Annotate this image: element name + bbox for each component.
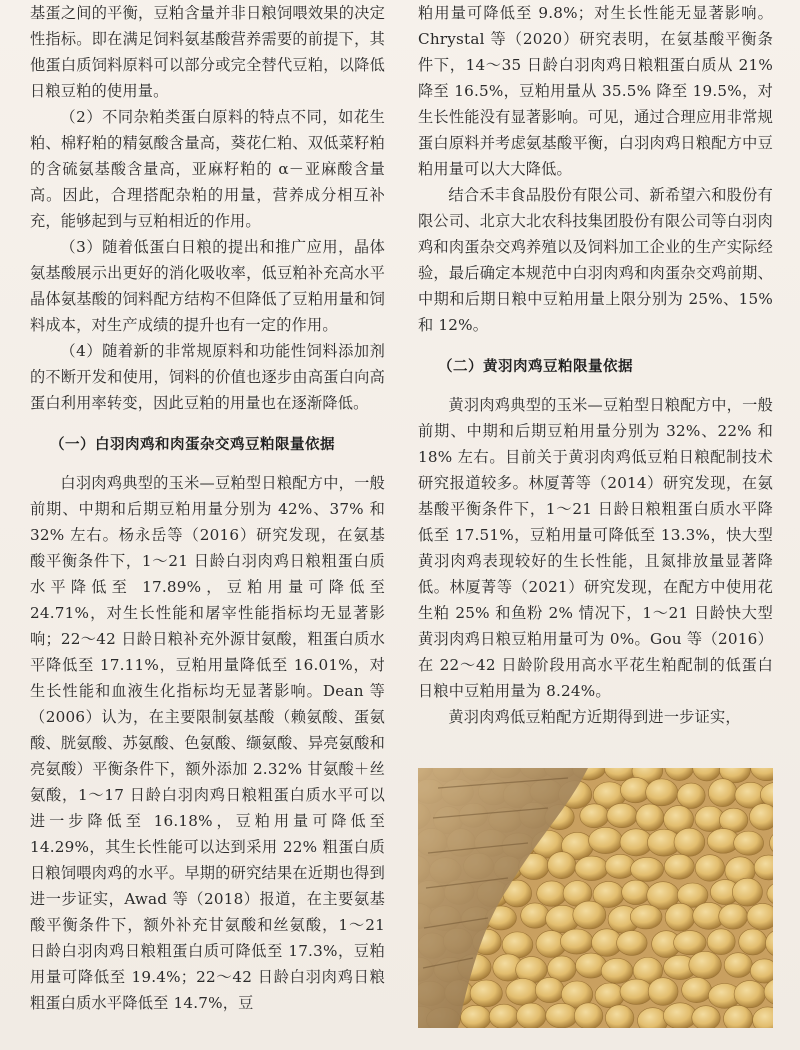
soybean [573,901,606,929]
right-column [418,0,773,730]
paragraph: （4）随着新的非常规原料和功能性饲料添加剂的不断开发和使用，饲料的价值也逐步由高蛋白向高蛋白利用率转变，因此豆粕的用量也在逐渐降低。 [30,342,385,412]
soybean [719,904,748,929]
soybean [739,929,767,955]
soybean [724,953,752,978]
soybean [630,905,662,929]
soybean [607,803,637,827]
soybean [707,929,735,955]
soybean [734,831,764,855]
soybean [521,903,550,928]
soybean [547,852,575,879]
soybean [732,878,762,906]
soybean [489,1004,518,1028]
soybean [574,1003,603,1028]
soybean [461,1005,491,1028]
soybeans-photo [418,768,773,1028]
paragraph: 粕用量可降低至 9.8%；对生长性能无显著影响。Chrystal 等（2020）研究表明，在氨基酸平衡条件下，14～35 日龄白羽肉鸡日粮粗蛋白质从 21% 降至 16.5%，豆粕用量从 35.5% 降至 19.5%，对生长性能没有显著影响。可见，通过合理应用非常规蛋白原料并考虑氨基酸平衡，白羽肉鸡日粮配方中豆粕用量可以大大降低。 [418,4,773,178]
section-heading: （二）黄羽肉鸡豆粕限量依据 [438,359,633,375]
soybean [535,977,564,1002]
soybean [580,804,609,828]
soybean [674,931,707,955]
soybean [692,1006,720,1028]
soybean [636,804,664,831]
soybean [601,958,633,983]
section-heading: （一）白羽肉鸡和肉蛋杂交鸡豆粕限量依据 [50,437,335,453]
soybean [677,783,705,808]
soybean [674,828,705,856]
soybean [617,931,648,956]
paragraph: （2）不同杂粕类蛋白原料的特点不同，如花生粕、棉籽粕的精氨酸含量高，葵花仁粕、双低菜籽粕的含硫氨基酸含量高，亚麻籽粕的 α－亚麻酸含量高。因此，合理搭配杂粕的用量，营养成分相互补充，能够起到与豆粕相近的作用。 [30,108,385,230]
soybean [516,1003,546,1028]
left-column [30,0,385,1016]
soybean [546,1003,578,1028]
soybean [708,779,737,807]
soybean [537,881,567,906]
soybean [689,951,721,978]
paragraph: 黄羽肉鸡低豆粕配方近期得到进一步证实， [448,708,741,726]
soybean [734,981,765,1008]
soybean [665,903,695,931]
soybean [695,855,724,882]
soybean [620,979,653,1004]
paragraph: 黄羽肉鸡典型的玉米—豆粕型日粮配方中，一般前期、中期和后期豆粕用量分别为 32%、22% 和 18% 左右。目前关于黄羽肉鸡低豆粕日粮配制技术研究报道较多。林厦菁等（2014）研究发现，在氨基酸平衡条件下，1～21 日龄日粮粗蛋白质水平降低至 17.51%，豆粕用量可降低至 13.3%，快大型黄羽肉鸡表现较好的生长性能，且氮排放量显著降低。林厦菁等（2021）研究发现，在配方中使用花生粕 25% 和鱼粉 2% 情况下，1～21 日龄快大型黄羽肉鸡日粮豆粕用量可为 0%。Gou 等（2016）在 22～42 日龄阶段用高水平花生粕配制的低蛋白日粮中豆粕用量为 8.24%。 [418,396,773,700]
soybean [622,880,651,905]
soybean [664,854,694,879]
soybean [648,978,678,1006]
paragraph: 结合禾丰食品股份有限公司、新希望六和股份有限公司、北京大北农科技集团股份有限公司等白羽肉鸡和肉蛋杂交鸡养殖以及饲料加工企业的生产实际经验，最后确定本规范中白羽肉鸡和肉蛋杂交鸡前期、中期和后期日粮中豆粕用量上限分别为 25%、15% 和 12%。 [418,186,773,334]
soybean [470,980,502,1007]
soybeans-illustration [418,768,773,1028]
soybean [646,779,678,806]
soybean [560,929,593,954]
soybean [589,827,623,853]
paragraph: 白羽肉鸡典型的玉米—豆粕型日粮配方中，一般前期、中期和后期豆粕用量分别为 42%、37% 和 32% 左右。杨永岳等（2016）研究发现，在氨基酸平衡条件下，1～21 日龄白羽肉鸡日粮粗蛋白质水平降低至 17.89%，豆粕用量可降低至 24.71%，对生长性能和屠宰性能指标均无显著影响；22～42 日龄日粮补充外源甘氨酸，粗蛋白质水平降低至 17.11%，豆粕用量降低至 16.01%，对生长性能和血液生化指标均无显著影响。Dean 等（2006）认为，在主要限制氨基酸（赖氨酸、蛋氨酸、胱氨酸、苏氨酸、色氨酸、缬氨酸、异亮氨酸和亮氨酸）平衡条件下，额外添加 2.32% 甘氨酸＋丝氨酸，1～17 日龄白羽肉鸡日粮粗蛋白质水平可以进一步降低至 16.18%，豆粕用量可降低至 14.29%，其生长性能可以达到采用 22% 粗蛋白质日粮饲喂肉鸡的水平。早期的研究结果在近期也得到进一步证实，Awad 等（2018）报道，在主要氨基酸平衡条件下，额外补充甘氨酸和丝氨酸，1～21 日龄白羽肉鸡日粮粗蛋白质可降低至 17.3%，豆粕用量可降低至 19.4%；22～42 日龄白羽肉鸡日粮粗蛋白质水平降低至 14.7%，豆 [30,474,385,1012]
soybean [575,856,608,880]
soybean [506,978,539,1005]
soybean [682,977,712,1002]
soybean [605,1005,633,1028]
paragraph: （3）随着低蛋白日粮的提出和推广应用，晶体氨基酸展示出更好的消化吸收率，低豆粕补充高水平晶体氨基酸的饲料配方结构不但降低了豆粕用量和饲料成本，对生产成绩的提升也有一定的作用。 [30,238,385,334]
soybean [630,857,663,881]
soybean [595,983,624,1008]
paragraph: 基蛋之间的平衡，豆粕含量并非日粮饲喂效果的决定性指标。即在满足饲料氨基酸营养需要的前提下，其他蛋白质饲料原料可以部分或完全替代豆粕，以降低日粮豆粕的使用量。 [30,4,385,100]
